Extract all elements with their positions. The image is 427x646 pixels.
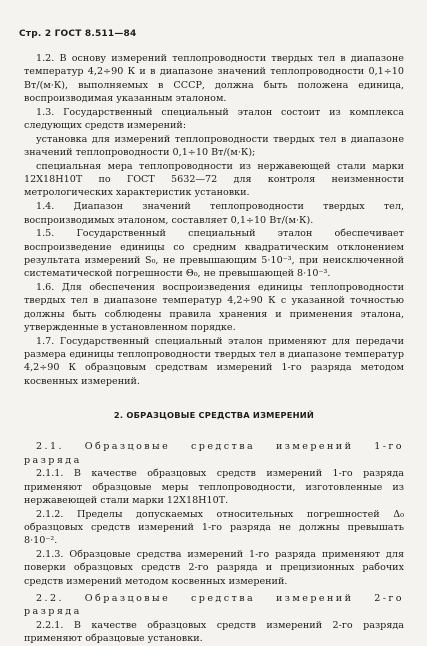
section-title: 2. ОБРАЗЦОВЫЕ СРЕДСТВА ИЗМЕРЕНИЙ — [113, 409, 315, 420]
paragraph-item-measure: специальная мера теплопроводности из нержавеющей стали марки 12Х18Н10Т по ГОСТ 5632—72 для контроля неизменности метрологических характеристик установки. — [24, 160, 404, 199]
paragraph-2-2: 2.2. Образцовые средства измерений 2-го разряда — [24, 592, 404, 618]
paragraph-item-installation: установка для измерений теплопроводности твердых тел в диапазоне значений теплопроводности 0,1÷10 Вт/(м·К); — [24, 133, 404, 159]
paragraph-2-1-2: 2.1.2. Пределы допускаемых относительных погрешностей Δ₀ образцовых средств измерений 1-го разряда не должны превышать 8·10⁻². — [24, 508, 404, 547]
paragraph-1-3: 1.3. Государственный специальный эталон состоит из комплекса следующих средств измерений: — [24, 106, 404, 131]
page-header: Стр. 2 ГОСТ 8.511—84 — [19, 29, 137, 39]
paragraph-1-2: 1.2. В основу измерений теплопроводности твердых тел в диапазоне температур 4,2÷90 К и в диапазоне значений теплопроводности 0,1÷10 Вт/(м·К), выполняемых в СССР, должна быть положена единица, воспроизводимая указанным эталоном. — [24, 53, 404, 104]
paragraph-1-5: 1.5. Государственный специальный эталон обеспечивает воспроизведение единицы со средним квадратическим отклонением результата измерений S₀, не превышающим 5·10⁻³, при неисключенной систематической погрешности Θ₀, не превышающей 8·10⁻³. — [24, 228, 404, 280]
paragraph-1-4: 1.4. Диапазон значений теплопроводности твердых тел, воспроизводимых эталоном, составляет 0,1÷10 Вт/(м·К). — [24, 201, 404, 226]
document-body — [24, 52, 404, 646]
paragraph-2-1-1: 2.1.1. В качестве образцовых средств измерений 1-го разряда применяют образцовые меры теплопроводности, изготовленные из нержавеющей стали марки 12Х18Н10Т. — [24, 468, 404, 506]
paragraph-2-1: 2.1. Образцовые средства измерений 1-го разряда — [24, 441, 404, 466]
paragraph-2-1-3: 2.1.3. Образцовые средства измерений 1-го разряда применяют для поверки образцовых средств 2-го разряда и прецизионных рабочих средств измерений методом косвенных измерений. — [24, 549, 404, 587]
paragraph-1-7: 1.7. Государственный специальный эталон применяют для передачи размера единицы теплопроводности твердых тел в диапазоне температур 4,2÷90 К образцовым средствам измерений 1-го разряда методом косвенных измерений. — [24, 335, 404, 387]
paragraph-2-2-1: 2.2.1. В качестве образцовых средств измерений 2-го разряда применяют образцовые установки. — [24, 620, 404, 645]
paragraph-1-6: 1.6. Для обеспечения воспроизведения единицы теплопроводности твердых тел в диапазоне температур 4,2÷90 К с указанной точностью должны быть соблюдены правила хранения и применения эталона, утвержденные в установленном порядке. — [24, 282, 404, 333]
